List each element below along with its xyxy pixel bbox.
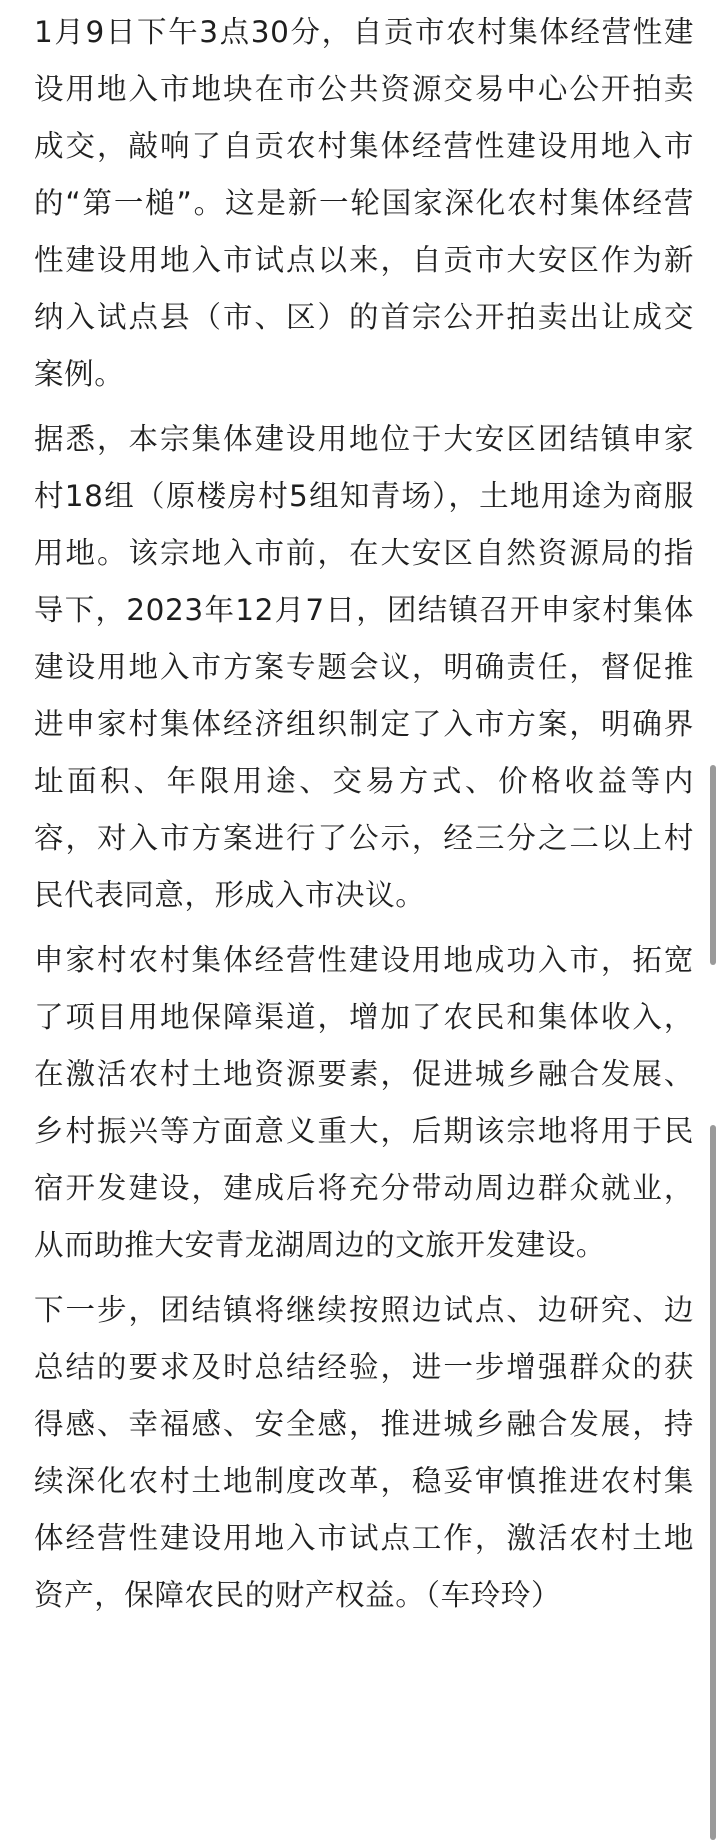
scrollbar-thumb-upper[interactable] [710,765,716,965]
article-body [34,4,694,1624]
article-paragraph-2: 据悉，本宗集体建设用地位于大安区团结镇申家村18组（原楼房村5组知青场），土地用途为商服用地。该宗地入市前，在大安区自然资源局的指导下，2023年12月7日，团结镇召开申家村集体建设用地入市方案专题会议，明确责任，督促推进申家村集体经济组织制定了入市方案，明确界址面积、年限用途、交易方式、价格收益等内容，对入市方案进行了公示，经三分之二以上村民代表同意，形成入市决议。 [34,422,694,912]
article-paragraph-4: 下一步，团结镇将继续按照边试点、边研究、边总结的要求及时总结经验，进一步增强群众的获得感、幸福感、安全感，推进城乡融合发展，持续深化农村土地制度改革，稳妥审慎推进农村集体经营性建设用地入市试点工作，激活农村土地资产，保障农民的财产权益。（车玲玲） [34,1293,694,1612]
article-paragraph-3: 申家村农村集体经营性建设用地成功入市，拓宽了项目用地保障渠道，增加了农民和集体收入，在激活农村土地资源要素，促进城乡融合发展、乡村振兴等方面意义重大，后期该宗地将用于民宿开发建设，建成后将充分带动周边群众就业，从而助推大安青龙湖周边的文旅开发建设。 [34,943,694,1262]
scrollbar-thumb-lower[interactable] [710,1125,716,1840]
article-paragraph-1: 1月9日下午3点30分，自贡市农村集体经营性建设用地入市地块在市公共资源交易中心公开拍卖成交，敲响了自贡农村集体经营性建设用地入市的“第一槌”。这是新一轮国家深化农村集体经营性建设用地入市试点以来，自贡市大安区作为新纳入试点县（市、区）的首宗公开拍卖出让成交案例。 [34,15,694,391]
